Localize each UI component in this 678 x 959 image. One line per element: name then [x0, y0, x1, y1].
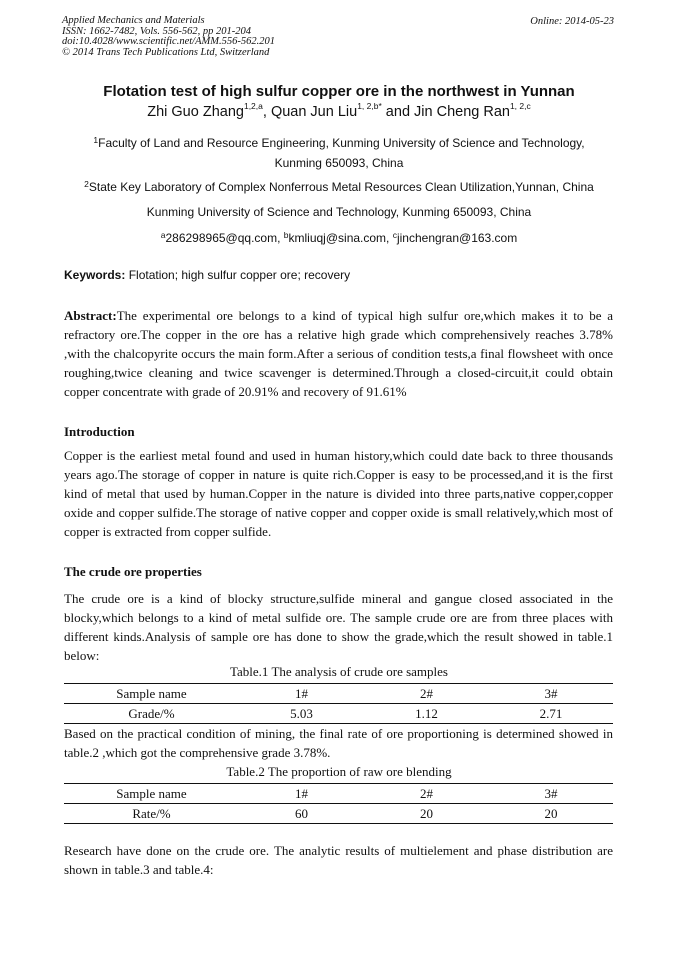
keywords: Keywords: Flotation; high sulfur copper ore; recovery — [64, 268, 351, 282]
introduction-paragraph: Copper is the earliest metal found and used in human history,which could date back to three thousands years ago.The storage of copper in nature is quite rich.Copper is easy to be processed,and it is the first kind of metal that used by human.Copper in the nature is divided into three parts,native copper,copper oxide and copper sulfide.The storage of native copper and copper oxide is small relatively,which most of copper is extracted from copper sulfide. — [64, 448, 613, 539]
table1-caption: Table.1 The analysis of crude ore samples — [230, 664, 448, 679]
journal-header — [62, 16, 275, 58]
table-header-row: Sample name 1# 2# 3# — [64, 784, 613, 804]
crude-ore-paragraph: The crude ore is a kind of blocky structure,sulfide mineral and gangue closed associated in the blocky,which belongs to a kind of metal sulfide ore. The sample crude ore are from three places with different kinds.Analysis of sample ore has done to show the grade,which the result showed in table.1 below: — [64, 591, 613, 663]
table-row: Rate/% 60 20 20 — [64, 804, 613, 824]
section-heading-introduction: Introduction — [64, 424, 135, 439]
email-link[interactable]: 286298965@qq.com — [165, 231, 278, 245]
copyright-line: © 2014 Trans Tech Publications Ltd, Switzerland — [62, 46, 270, 58]
affiliation-2: $^2$State Key Laboratory of Complex Nonferrous Metal Resources Clean Utilization,Yunnan, China — [84, 179, 594, 194]
blending-paragraph: Based on the practical condition of mining, the final rate of ore proportioning is determined showed in table.2 ,which got the comprehensive grade 3.78%. — [64, 726, 613, 760]
author-affil-mark: 1, 2,b* — [357, 101, 382, 111]
section-heading-crude-ore: The crude ore properties — [64, 564, 202, 579]
author-affil-mark: 1,2,a — [243, 101, 263, 111]
journal-name: Applied Mechanics and Materials — [62, 15, 205, 26]
table-row: Grade/% 5.03 1.12 2.71 — [64, 704, 613, 724]
table1 — [64, 683, 613, 724]
table2-caption: Table.2 The proportion of raw ore blending — [226, 764, 452, 779]
email-link[interactable]: jinchengran@163.com — [396, 231, 518, 245]
author-name: Zhi Guo Zhang — [147, 104, 244, 120]
doi-line[interactable]: doi:10.4028/www.scientific.net/AMM.556-562.201 — [62, 36, 275, 47]
table2 — [64, 783, 613, 824]
email-list: $^a$286298965@qq.com, $^b$kmliuqj@sina.com, $^c$jinchengran@163.com — [160, 230, 518, 245]
author-affil-mark: 1, 2,c — [509, 101, 531, 111]
paper-title: Flotation test of high sulfur copper ore in the northwest in Yunnan — [103, 83, 575, 100]
author-list: Zhi Guo Zhang$^{1,2,a}$, Quan Jun Liu$^{1, 2,b*}$ and Jin Cheng Ran$^{1, 2,c}$ — [147, 101, 531, 120]
table-header-row: Sample name 1# 2# 3# — [64, 684, 613, 704]
author-name: Jin Cheng Ran — [414, 104, 510, 120]
affiliation-2-line2: Kunming University of Science and Technology, Kunming 650093, China — [146, 205, 532, 219]
affiliation-1: $^1$Faculty of Land and Resource Engineering, Kunming University of Science and Technology, Kunming 650093, China — [93, 135, 585, 170]
author-name: Quan Jun Liu — [270, 104, 358, 120]
research-paragraph: Research have done on the crude ore. The analytic results of multielement and phase distribution are shown in table.3 and table.4: — [64, 843, 613, 877]
abstract: Abstract:The experimental ore belongs to a kind of typical high sulfur ore,which makes it to be a refractory ore.The copper in the ore has a relative high grade which comprehensively reaches 3.78% ,with the chalcopyrite occurs the main form.After a serious of condition tests,a final flowsheet with once roughing,twice cleaning and twice scavenger is determined.Through a closed-circuit,it could obtain copper concentrate with grade of 20.91% and recovery of 91.61% — [64, 308, 613, 399]
issn-line: ISSN: 1662-7482, Vols. 556-562, pp 201-204 — [62, 25, 251, 37]
email-link[interactable]: kmliuqj@sina.com — [288, 231, 387, 245]
online-date: Online: 2014-05-23 — [530, 16, 614, 27]
